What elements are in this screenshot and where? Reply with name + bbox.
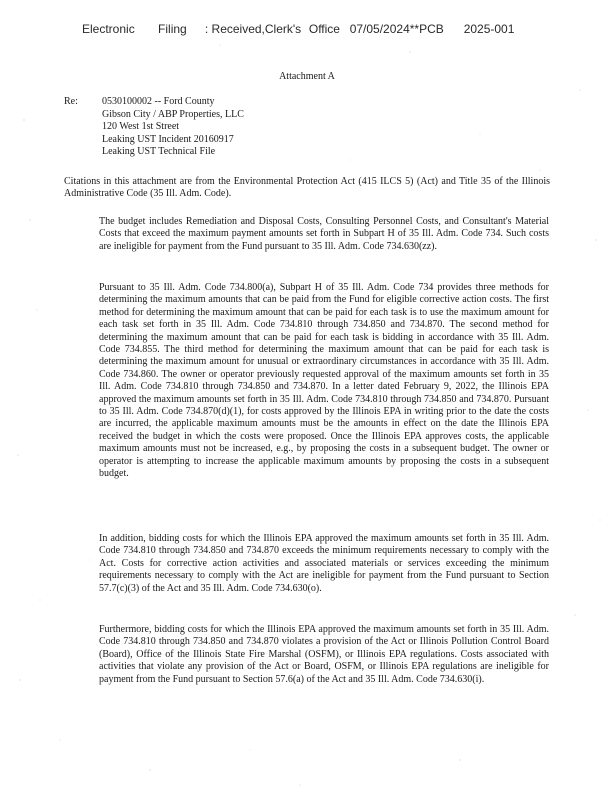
stamp-part-date: 07/05/2024**PCB <box>349 22 444 36</box>
electronic-filing-stamp <box>82 22 522 36</box>
re-line: Gibson City / ABP Properties, LLC <box>102 108 244 120</box>
stamp-part-office: Office <box>308 22 340 36</box>
stamp-part-filing: Filing <box>158 22 187 36</box>
body-paragraph-3: In addition, bidding costs for which the Illinois EPA approved the maximum amounts set forth in 35 Ill. Adm. Code 734.810 through 734.850 and 734.870 exceeds the minimum requirements necessary to comply with the Act. Costs for corrective action activities and associated materials or services exceeding the minimum requirements necessary to comply with the Act are ineligible for payment from the Fund pursuant to Section 57.7(c)(3) of the Act and 35 Ill. Adm. Code 734.630(o). <box>99 533 549 594</box>
stamp-part-docket: 2025-001 <box>463 22 515 36</box>
intro-paragraph: Citations in this attachment are from the Environmental Protection Act (415 ILCS 5) (Act) and Title 35 of the Illinois Administrative Code (35 Ill. Adm. Code). <box>64 176 550 200</box>
re-label: Re: <box>64 96 78 107</box>
re-lines <box>102 96 244 159</box>
re-line: Leaking UST Technical File <box>102 146 216 158</box>
body-paragraph-2: Pursuant to 35 Ill. Adm. Code 734.800(a), Subpart H of 35 Ill. Adm. Code 734 provides three methods for determining the maximum amounts that can be paid from the Fund for eligible corrective action costs. The first method for determining the maximum amount that can be paid for each task is to use the maximum amount for each task set forth in 35 Ill. Adm. Code 734.810 through 734.850 and 734.870. The second method for determining the maximum amount that can be paid for each task is bidding in accordance with 35 Ill. Adm. Code 734.855. The third method for determining the maximum amount that can be paid for each task is determining the maximum amount for unusual or extraordinary circumstances in accordance with 35 Ill. Adm. Code 734.860. The owner or operator previously requested approval of the maximum amounts set forth in 35 Ill. Adm. Code 734.810 through 734.850 and 734.870. In a letter dated February 9, 2022, the Illinois EPA approved the maximum amounts set forth in 35 Ill. Adm. Code 734.810 through 734.850 and 734.870. Pursuant to 35 Ill. Adm. Code 734.870(d)(1), for costs approved by the Illinois EPA in writing prior to the date the costs are incurred, the applicable maximum amounts must be the amounts in effect on the date the Illinois EPA received the budget in which the costs were proposed. Once the Illinois EPA approves costs, the applicable maximum amounts must not be increased, e.g., by proposing the costs in a subsequent budget. The owner or operator is attempting to increase the applicable maximum amounts by proposing the costs in a subsequent budget. <box>99 282 549 480</box>
re-line: Leaking UST Incident 20160917 <box>102 133 234 145</box>
body-paragraph-1: The budget includes Remediation and Disposal Costs, Consulting Personnel Costs, and Consultant's Material Costs that exceed the maximum payment amounts set forth in Subpart H of 35 Ill. Adm. Code 734. Such costs are ineligible for payment from the Fund pursuant to 35 Ill. Adm. Code 734.630(zz). <box>99 216 549 252</box>
body-paragraph-4: Furthermore, bidding costs for which the Illinois EPA approved the maximum amounts set forth in 35 Ill. Adm. Code 734.810 through 734.850 and 734.870 violates a provision of the Act or Illinois Pollution Control Board (Board), Office of the Illinois State Fire Marshal (OSFM), or Illinois EPA regulations. Costs associated with activities that violate any provision of the Act or Board, OSFM, or Illinois EPA regulations are ineligible for payment from the Fund pursuant to Section 57.6(a) of the Act and 35 Ill. Adm. Code 734.630(i). <box>99 624 549 685</box>
re-line: 120 West 1st Street <box>102 121 180 133</box>
re-line: 0530100002 -- Ford County <box>102 96 215 107</box>
stamp-part-electronic: Electronic <box>82 22 135 36</box>
stamp-part-received: : Received,Clerk's <box>204 22 302 36</box>
attachment-title: Attachment A <box>279 71 335 82</box>
